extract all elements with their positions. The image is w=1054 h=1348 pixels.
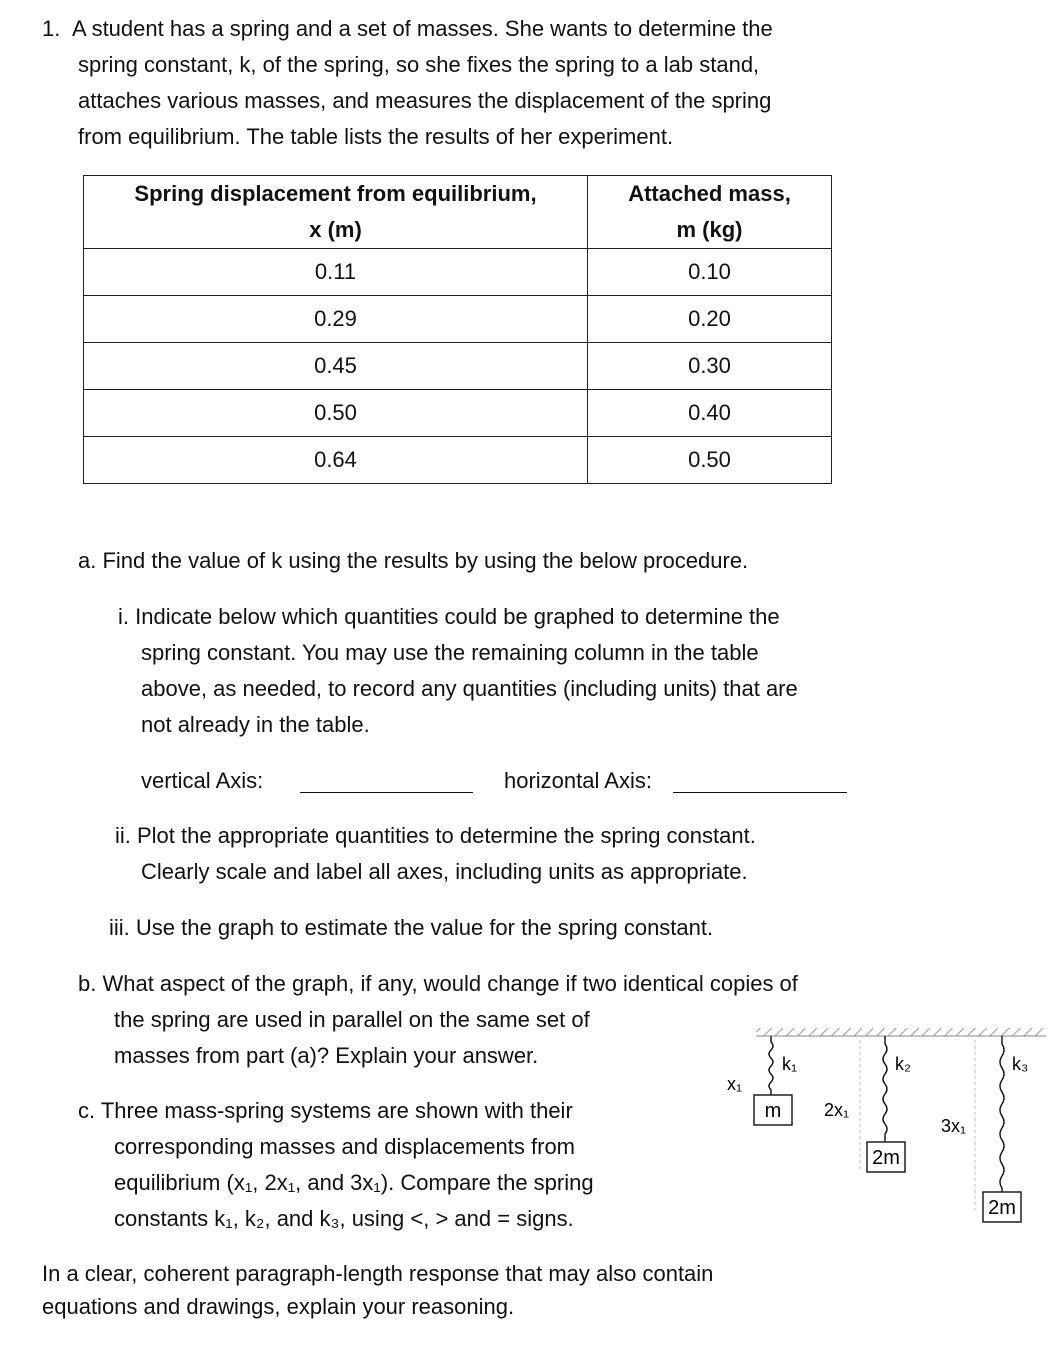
cell-displacement: 0.50 [84,390,588,437]
part-c-line-3: equilibrium (x₁, 2x₁, and 3x₁). Compare the spring [114,1170,594,1195]
cell-mass: 0.20 [588,296,832,343]
cell-mass: 0.30 [588,343,832,390]
intro-line-2: spring constant, k, of the spring, so she fixes the spring to a lab stand, [78,52,760,77]
part-a-i-line-3: above, as needed, to record any quantities (including units) that are [141,676,798,701]
part-b-line-1: b. What aspect of the graph, if any, would change if two identical copies of [78,971,798,996]
spring-2 [824,1036,911,1172]
mass-1-label: m [764,1100,782,1122]
spring-3 [941,1036,1028,1222]
intro-line-1: A student has a spring and a set of masses. She wants to determine the [72,16,773,41]
part-a-ii-line-2: Clearly scale and label all axes, including units as appropriate. [141,859,748,884]
k3-label: k₃ [1012,1054,1029,1074]
spring-3-coil [1000,1036,1004,1192]
intro-line-4: from equilibrium. The table lists the results of her experiment. [78,124,674,149]
x1-label: x₁ [727,1074,743,1094]
cell-mass: 0.10 [588,249,832,296]
k2-label: k₂ [895,1054,911,1074]
part-b-line-2: the spring are used in parallel on the same set of [114,1007,590,1032]
vertical-axis-label: vertical Axis: [141,768,264,793]
cell-mass: 0.50 [588,437,832,484]
cell-displacement: 0.11 [84,249,588,296]
cell-displacement: 0.64 [84,437,588,484]
part-a-iii-text: iii. Use the graph to estimate the value for the spring constant. [109,915,714,940]
cell-mass: 0.40 [588,390,832,437]
closing-line-2: equations and drawings, explain your reasoning. [42,1294,515,1319]
2x1-label: 2x₁ [824,1100,850,1120]
part-c-line-4: constants k₁, k₂, and k₃, using <, > and = signs. [114,1206,574,1231]
header-mass-line1: Attached mass, [628,181,791,206]
part-a-ii-line-1: ii. Plot the appropriate quantities to determine the spring constant. [115,823,756,848]
part-a-text: a. Find the value of k using the results by using the below procedure. [78,548,749,573]
header-mass-line2: m (kg) [676,217,743,242]
mass-2-label: 2m [872,1147,900,1169]
cell-displacement: 0.29 [84,296,588,343]
spring-1-coil [769,1036,773,1096]
part-c-line-2: corresponding masses and displacements from [114,1134,576,1159]
cell-displacement: 0.45 [84,343,588,390]
closing-line-1: In a clear, coherent paragraph-length response that may also contain [42,1261,714,1286]
part-a-i-line-4: not already in the table. [141,712,370,737]
part-b-line-3: masses from part (a)? Explain your answer. [114,1043,539,1068]
spring-1 [727,1036,797,1125]
spring-2-coil [883,1036,887,1142]
3x1-label: 3x₁ [941,1116,967,1136]
header-displacement-line2: x (m) [309,217,362,242]
mass-3-label: 2m [988,1197,1016,1219]
part-c-line-1: c. Three mass-spring systems are shown with their [78,1098,573,1123]
intro-line-3: attaches various masses, and measures the displacement of the spring [78,88,772,113]
header-displacement-line1: Spring displacement from equilibrium, [134,181,537,206]
part-a-i-line-2: spring constant. You may use the remaining column in the table [141,640,759,665]
horizontal-axis-label: horizontal Axis: [504,768,652,793]
part-a-i-line-1: i. Indicate below which quantities could be graphed to determine the [118,604,780,629]
question-number: 1. [42,16,61,41]
k1-label: k₁ [782,1054,798,1074]
ceiling-hatch [756,1028,1046,1036]
